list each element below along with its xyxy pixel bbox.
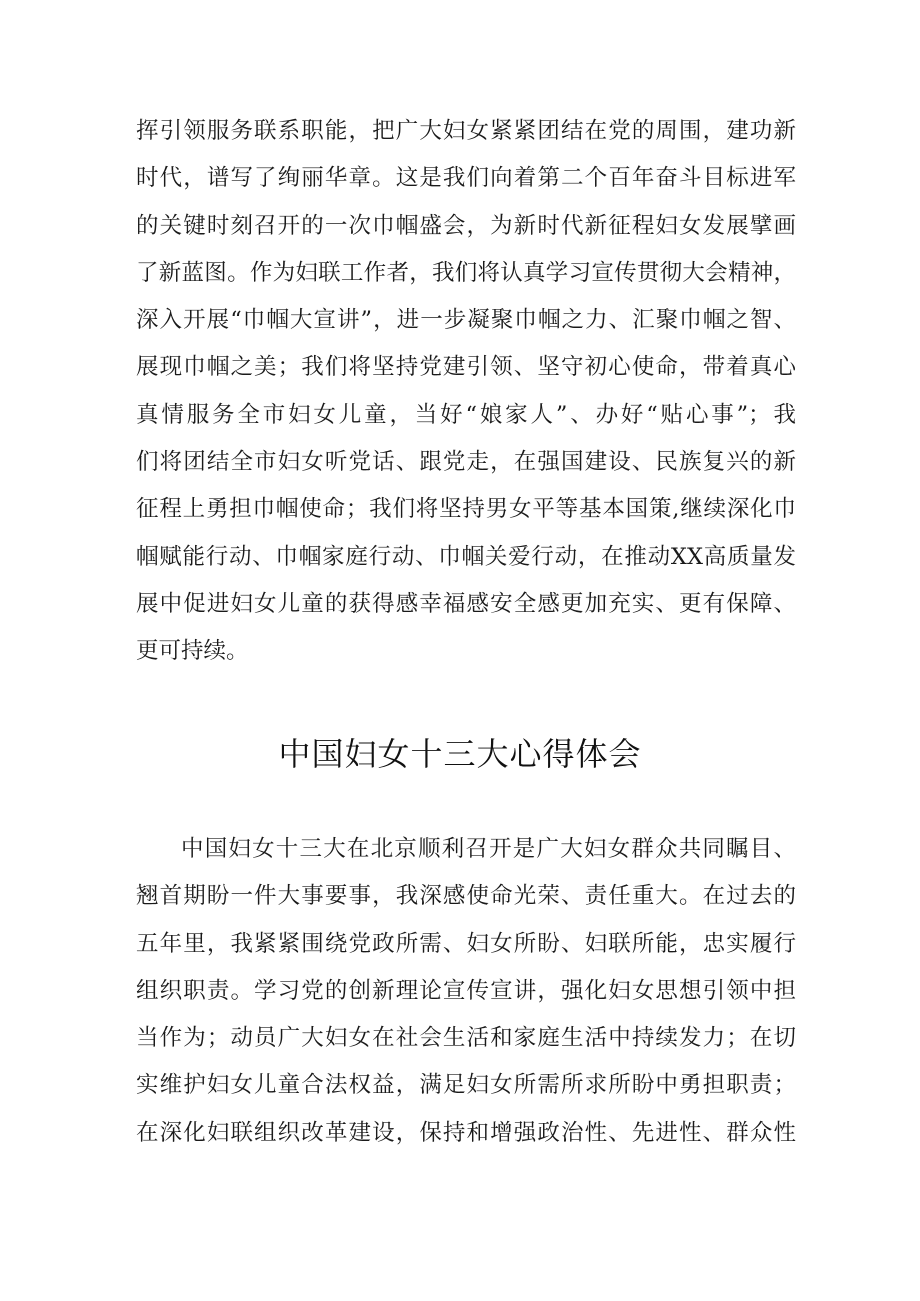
- text-line: 当作为；动员广大妇女在社会生活和家庭生活中持续发力；在切: [136, 1025, 796, 1052]
- text-line: 真情服务全市妇女儿童，当好“娘家人”、办好“贴心事”；我: [136, 401, 796, 428]
- section-title: 中国妇女十三大心得体会: [278, 735, 642, 773]
- text-line: 展现巾帼之美；我们将坚持党建引领、坚守初心使命，带着真心: [136, 354, 796, 381]
- text-line: 挥引领服务联系职能，把广大妇女紧紧团结在党的周围，建功新: [136, 118, 796, 144]
- text-line: 中国妇女十三大在北京顺利召开是广大妇女群众共同瞩目、: [181, 836, 796, 862]
- text-line: 实维护妇女儿童合法权益，满足妇女所需所求所盼中勇担职责；: [136, 1072, 796, 1099]
- text-line: 五年里，我紧紧围绕党政所需、妇女所盼、妇联所能，忠实履行: [136, 930, 796, 957]
- text-line: 组织职责。学习党的创新理论宣传宣讲，强化妇女思想引领中担: [136, 977, 796, 1004]
- text-line: 翘首期盼一件大事要事，我深感使命光荣、责任重大。在过去的: [136, 883, 796, 910]
- text-line: 时代，谱写了绚丽华章。这是我们向着第二个百年奋斗目标进军: [136, 165, 796, 192]
- text-line: 展中促进妇女儿童的获得感幸福感安全感更加充实、更有保障、: [136, 590, 796, 617]
- body-paragraph-continued: [136, 108, 796, 676]
- body-paragraph: [136, 826, 796, 1157]
- text-line: 的关键时刻召开的一次巾帼盛会，为新时代新征程妇女发展擘画: [136, 212, 796, 239]
- text-line: 了新蓝图。作为妇联工作者，我们将认真学习宣传贯彻大会精神，: [136, 259, 796, 286]
- text-line: 更可持续。: [136, 638, 249, 665]
- text-line: 征程上勇担巾帼使命；我们将坚持男女平等基本国策,继续深化巾: [136, 496, 796, 523]
- text-line: 们将团结全市妇女听党话、跟党走，在强国建设、民族复兴的新: [136, 449, 796, 476]
- text-line: 在深化妇联组织改革建设，保持和增强政治性、先进性、群众性: [136, 1119, 796, 1146]
- text-line: 帼赋能行动、巾帼家庭行动、巾帼关爱行动，在推动XX高质量发: [136, 543, 796, 570]
- text-line: 深入开展“巾帼大宣讲”，进一步凝聚巾帼之力、汇聚巾帼之智、: [136, 307, 796, 334]
